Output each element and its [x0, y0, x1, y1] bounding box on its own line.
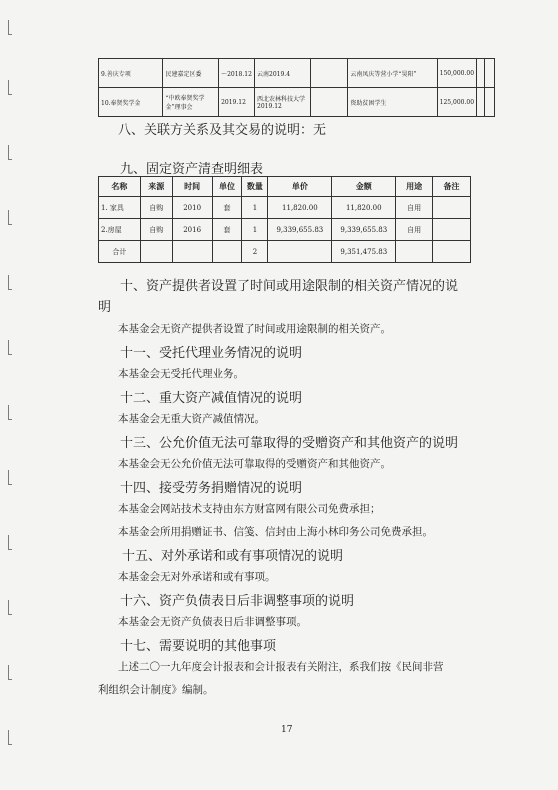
binding-mark	[8, 80, 12, 95]
binding-mark	[8, 535, 12, 550]
table-cell: 2	[242, 241, 268, 263]
table-row	[99, 219, 471, 241]
binding-edge	[8, 20, 12, 780]
table-cell: 11,820.00	[332, 197, 396, 219]
table-cell: 9,351,475.83	[332, 241, 396, 263]
section-10-heading-cont: 明	[98, 300, 112, 315]
table-header-row	[99, 177, 471, 197]
table-cell: 9,339,655.83	[268, 219, 332, 241]
section-17-heading: 十七、需要说明的其他事项	[120, 639, 277, 654]
table-cell: ～2018.12	[219, 59, 255, 88]
table-cell: 云南2019.4	[255, 59, 311, 88]
table-cell: “中欧奉贤奖学金”理事会	[163, 88, 219, 117]
binding-mark	[8, 340, 12, 355]
column-header: 时间	[172, 177, 212, 197]
column-header: 数量	[242, 177, 268, 197]
section-16-text: 本基金会无资产负债表日后非调整事项。	[118, 616, 307, 628]
table-cell	[140, 241, 172, 263]
section-13-text: 本基金会无公允价值无法可靠取得的受赠资产和其他资产。	[118, 458, 391, 470]
table-cell	[433, 219, 471, 241]
table-cell: 2010	[172, 197, 212, 219]
binding-mark	[8, 405, 12, 420]
table-cell	[310, 88, 348, 117]
table-cell: 2019.12	[219, 88, 255, 117]
table-cell	[268, 241, 332, 263]
section-11-text: 本基金会无受托代理业务。	[118, 368, 244, 380]
section-12-text: 本基金会无重大资产减值情况。	[118, 413, 265, 425]
binding-mark	[8, 730, 12, 745]
table-cell: 套	[212, 219, 242, 241]
table-cell: 自用	[396, 219, 433, 241]
table-cell	[477, 88, 485, 117]
column-header: 备注	[433, 177, 471, 197]
table-cell: 民建嘉定区委	[163, 59, 219, 88]
table-cell: 自购	[140, 197, 172, 219]
table-cell	[477, 59, 485, 88]
binding-mark	[8, 20, 12, 35]
section-14-text-2: 本基金会所用捐赠证书、信笺、信封由上海小林印务公司免费承担。	[118, 526, 433, 538]
column-header: 金额	[332, 177, 396, 197]
table-cell: 合计	[99, 241, 141, 263]
section-14-text-1: 本基金会网站技术支持由东方财富网有限公司免费承担；	[118, 503, 381, 515]
table-cell	[485, 88, 495, 117]
table-row	[99, 197, 471, 219]
binding-mark	[8, 210, 12, 225]
page-number: 17	[281, 725, 293, 735]
table-cell: 125,000.00	[437, 88, 476, 117]
table-cell: 自用	[396, 197, 433, 219]
section-14-heading: 十四、接受劳务捐赠情况的说明	[120, 481, 303, 496]
binding-mark	[8, 470, 12, 485]
table-cell	[433, 241, 471, 263]
table-cell	[433, 197, 471, 219]
column-header: 单位	[212, 177, 242, 197]
table-cell: 西北农林科技大学2019.12	[255, 88, 311, 117]
table-cell: 9.善庆专项	[99, 59, 163, 88]
binding-mark	[8, 275, 12, 290]
section-8-heading: 八、关联方关系及其交易的说明：无	[118, 123, 327, 138]
table-cell: 1	[242, 219, 268, 241]
table-cell: 9,339,655.83	[332, 219, 396, 241]
table-cell: 套	[212, 197, 242, 219]
binding-mark	[8, 665, 12, 680]
table-cell: 2016	[172, 219, 212, 241]
table-cell: 自购	[140, 219, 172, 241]
table-cell	[310, 59, 348, 88]
table-row	[99, 88, 495, 117]
section-11-heading: 十一、受托代理业务情况的说明	[120, 346, 303, 361]
section-13-heading: 十三、公允价值无法可靠取得的受赠资产和其他资产的说明	[120, 436, 459, 451]
section-12-heading: 十二、重大资产减值情况的说明	[120, 391, 303, 406]
table-row	[99, 59, 495, 88]
section-9-heading: 九、固定资产清查明细表	[120, 162, 264, 177]
table-cell	[485, 59, 495, 88]
section-15-text: 本基金会无对外承诺和或有事项。	[118, 571, 276, 583]
column-header: 名称	[99, 177, 141, 197]
section-10-text: 本基金会无资产提供者设置了时间或用途限制的相关资产。	[118, 323, 391, 335]
binding-mark	[8, 145, 12, 160]
section-17-text-cont: 利组织会计制度》编制。	[98, 684, 214, 696]
section-15-heading: 十五、对外承诺和或有事项情况的说明	[122, 549, 344, 564]
table-total-row	[99, 241, 471, 263]
donation-projects-table	[98, 58, 495, 117]
table-cell: 150,000.00	[437, 59, 476, 88]
column-header: 用途	[396, 177, 433, 197]
column-header: 来源	[140, 177, 172, 197]
table-cell	[212, 241, 242, 263]
table-cell: 1. 家具	[99, 197, 141, 219]
table-cell: 资助贫困学生	[348, 88, 437, 117]
table-cell	[396, 241, 433, 263]
table-cell: 云南凤庆等营小学“昊阳”	[348, 59, 437, 88]
column-header: 单价	[268, 177, 332, 197]
binding-mark	[8, 600, 12, 615]
table-cell: 11,820.00	[268, 197, 332, 219]
table-cell: 2.房屋	[99, 219, 141, 241]
table-cell	[172, 241, 212, 263]
table-cell: 10.奉贤奖学金	[99, 88, 163, 117]
section-17-text: 上述二〇一九年度会计报表和会计报表有关附注，系我们按《民间非营	[118, 661, 444, 673]
section-16-heading: 十六、资产负债表日后非调整事项的说明	[120, 594, 355, 609]
section-10-heading: 十、资产提供者设置了时间或用途限制的相关资产情况的说	[120, 279, 459, 294]
table-cell: 1	[242, 197, 268, 219]
fixed-assets-table	[98, 176, 471, 263]
